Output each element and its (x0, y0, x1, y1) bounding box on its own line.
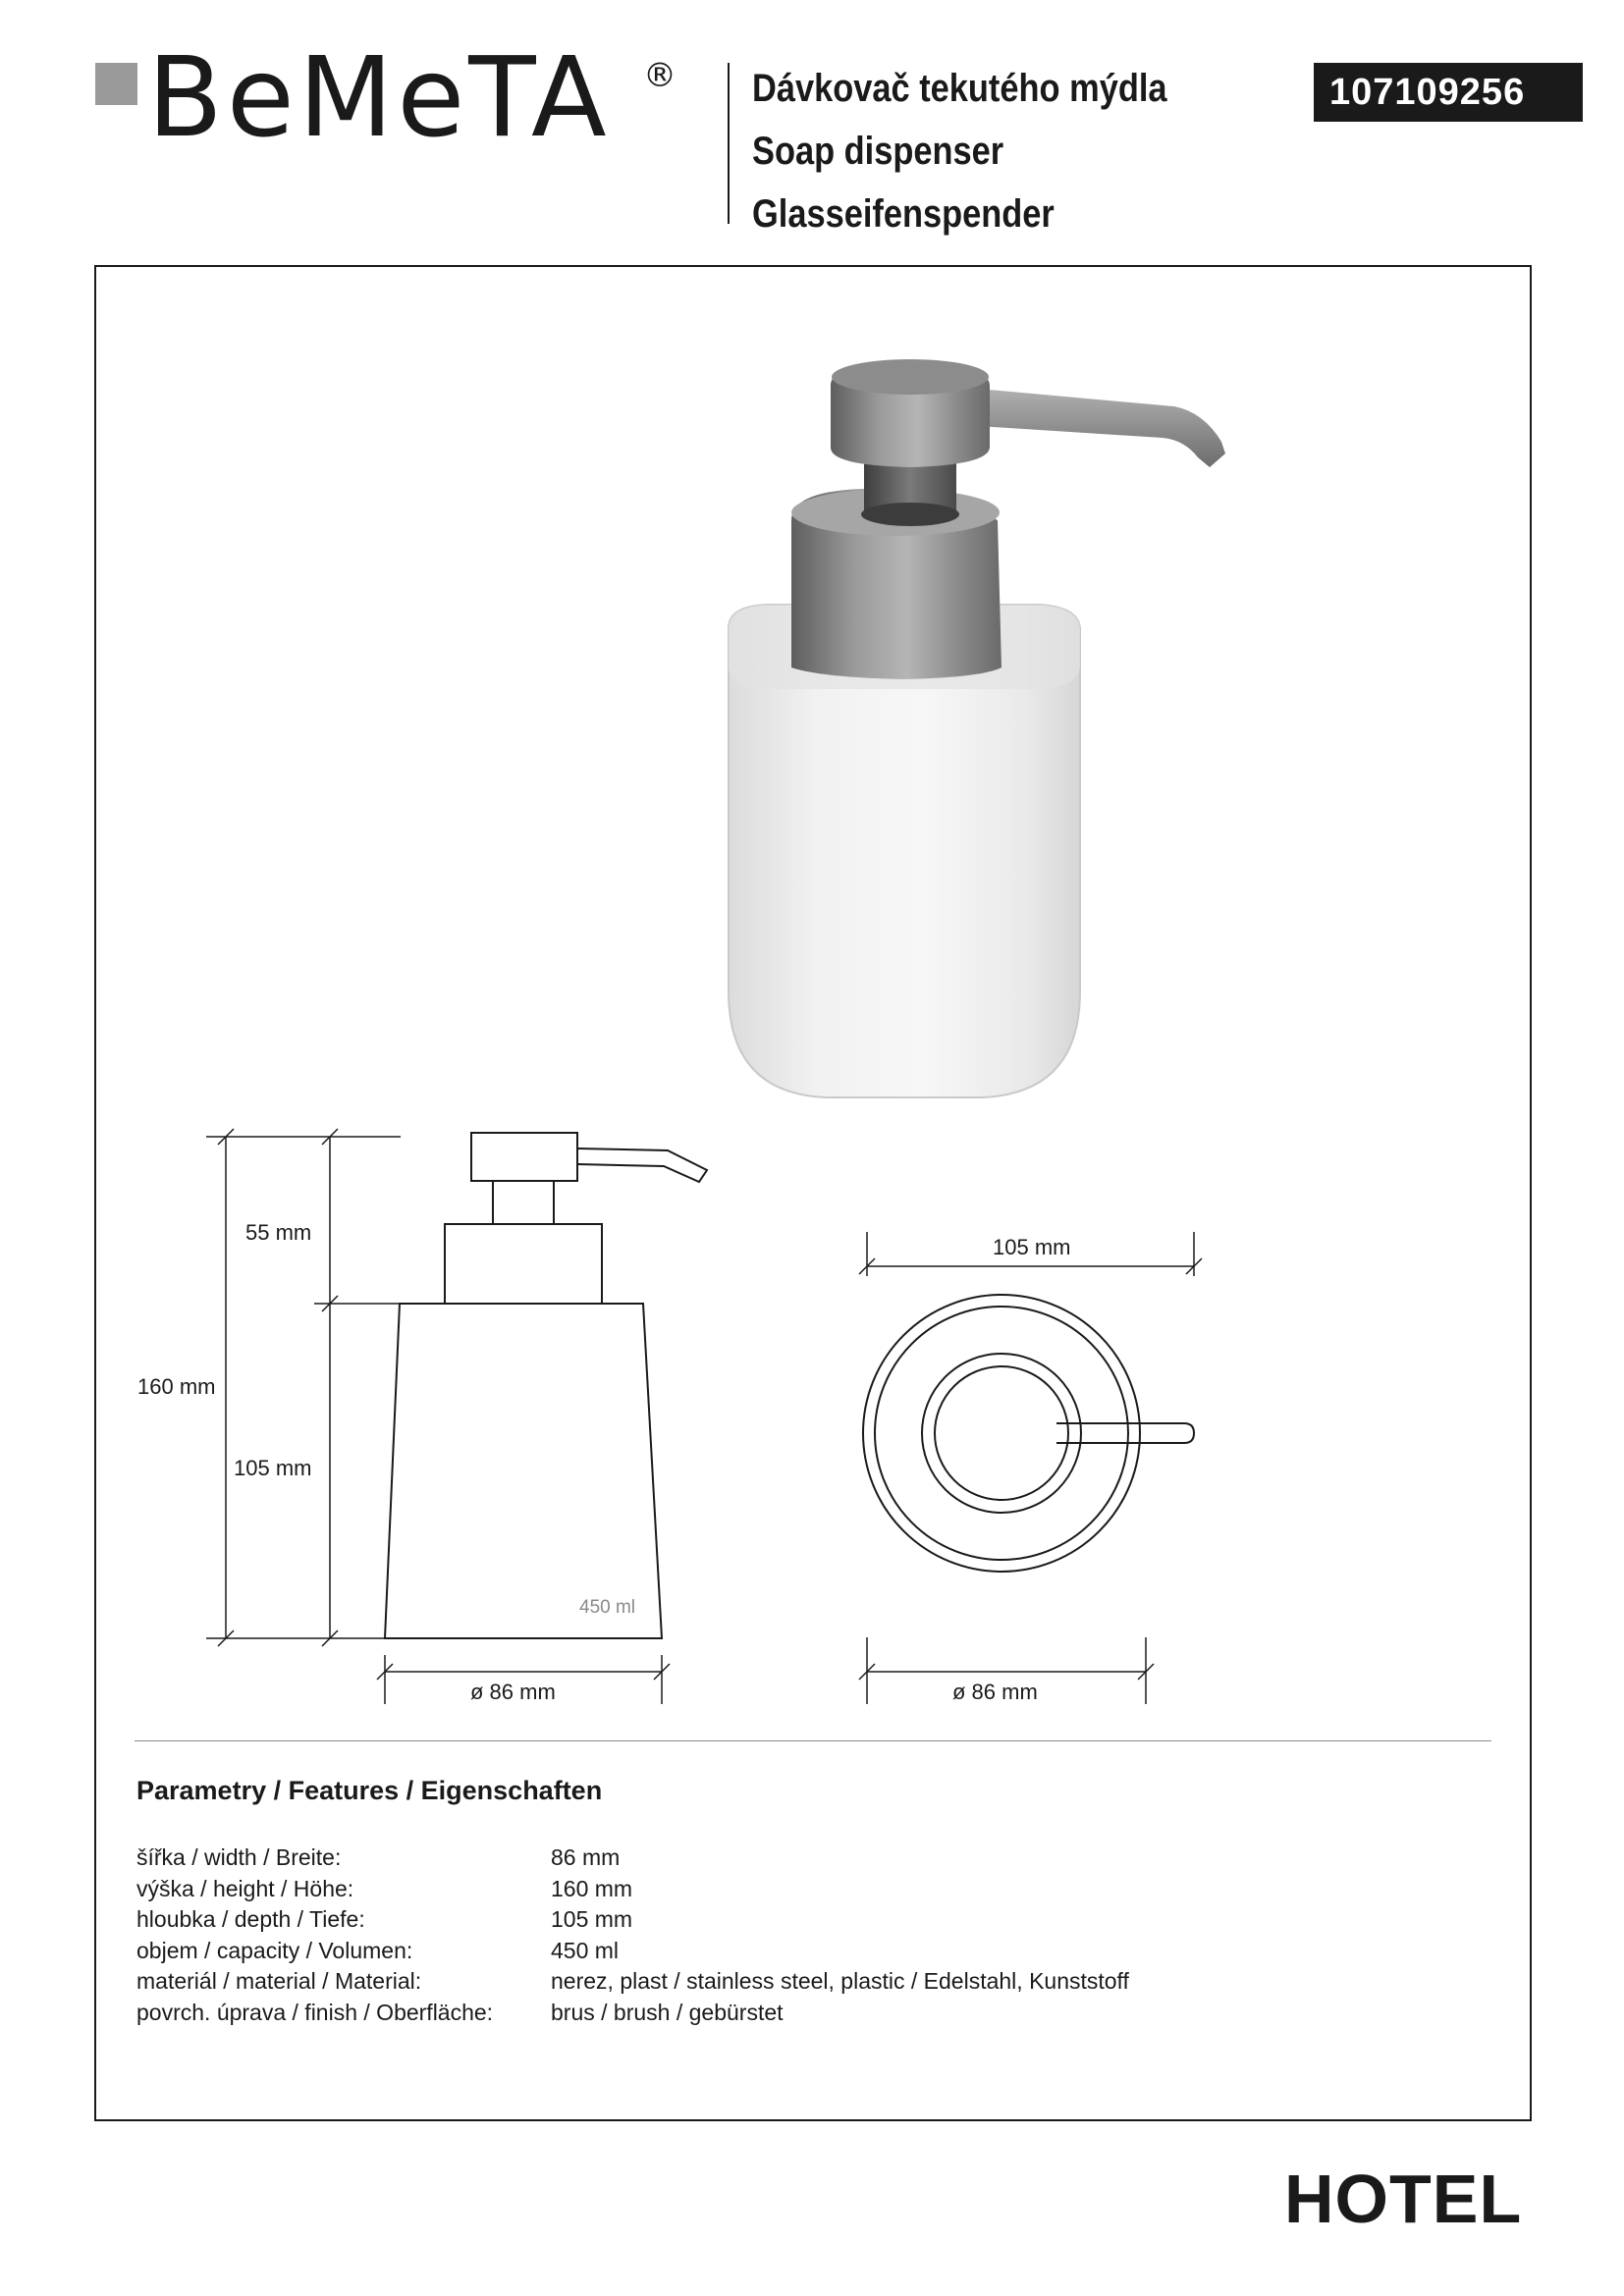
spec-value: 86 mm (551, 1844, 621, 1870)
collection-name: HOTEL (1284, 2161, 1523, 2237)
title-czech: Dávkovač tekutého mýdla (752, 67, 1167, 110)
pump-head-top (832, 359, 989, 395)
spec-value: 450 ml (551, 1937, 620, 1963)
spec-label: hloubka / depth / Tiefe: (136, 1906, 365, 1932)
spec-label: materiál / material / Material: (136, 1968, 422, 1994)
title-german: Glasseifenspender (752, 192, 1055, 236)
product-photo (729, 359, 1225, 1097)
spec-label: výška / height / Höhe: (136, 1875, 354, 1901)
top-view-drawing (859, 1232, 1202, 1704)
spec-value: 105 mm (551, 1906, 633, 1932)
spec-label: povrch. úprava / finish / Oberfläche: (136, 1999, 494, 2025)
features-title: Parametry / Features / Eigenschaften (136, 1776, 603, 1805)
side-view-spout-outline (577, 1148, 707, 1182)
top-view-outer-circle (863, 1295, 1140, 1572)
side-view-collar-outline (445, 1224, 602, 1304)
spout (978, 389, 1225, 467)
spec-value: 160 mm (551, 1875, 633, 1901)
capacity-label: 450 ml (579, 1597, 636, 1618)
spec-label: šířka / width / Breite: (136, 1844, 342, 1870)
spec-value: nerez, plast / stainless steel, plastic / Edelstahl, Kunststoff (551, 1968, 1129, 1994)
product-code-badge: 107109256 (1314, 63, 1583, 122)
section-separator (135, 1740, 1491, 1741)
dim-label-105-top: 105 mm (993, 1235, 1071, 1259)
title-english: Soap dispenser (752, 130, 1004, 173)
spec-value: brus / brush / gebürstet (551, 1999, 784, 2025)
dim-label-86-side: ø 86 mm (470, 1680, 556, 1704)
top-view-outer-inner-ring (875, 1307, 1128, 1560)
dim-label-160: 160 mm (137, 1374, 216, 1399)
top-view-collar-inner-ring (935, 1366, 1068, 1500)
top-view-spout (1056, 1423, 1194, 1443)
top-view-collar-circle (922, 1354, 1081, 1513)
side-view-head-outline (471, 1133, 577, 1181)
dim-label-55: 55 mm (245, 1220, 312, 1245)
side-view-stem-outline (493, 1181, 554, 1224)
pump-stem-base (861, 503, 959, 526)
side-view-bottle-outline (385, 1304, 662, 1638)
brand-logo: BeMeTA (147, 34, 611, 162)
registered-mark: ® (643, 56, 677, 95)
dim-label-86-top: ø 86 mm (952, 1680, 1038, 1704)
spec-label: objem / capacity / Volumen: (136, 1937, 413, 1963)
dim-label-105-side: 105 mm (234, 1456, 312, 1480)
